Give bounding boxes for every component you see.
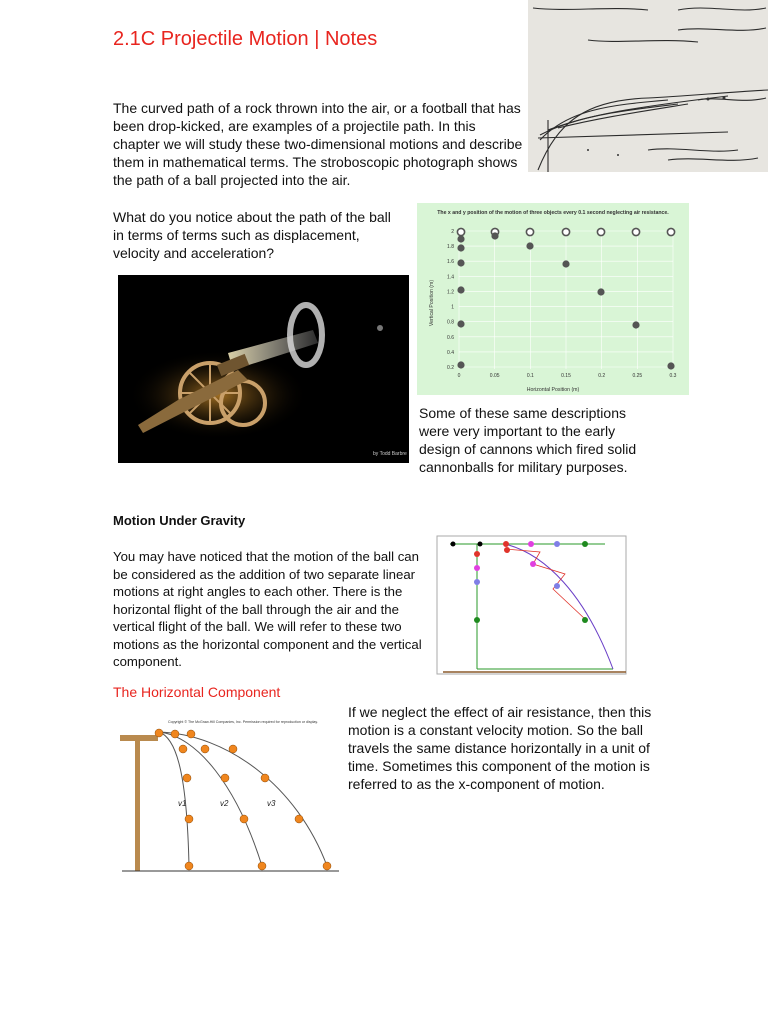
- position-graph: [417, 203, 689, 395]
- graph-point: [597, 288, 604, 295]
- graph-y-tick: 1: [451, 304, 454, 311]
- graph-y-tick: 1.6: [447, 259, 454, 266]
- graph-y-tick: 2: [451, 229, 454, 235]
- graph-x-tick: 0.2: [598, 373, 606, 379]
- cannon-note-paragraph: Some of these same descriptions were very important to the early design of cannons which fired solid cannonballs for military purposes.: [419, 405, 637, 475]
- graph-point: [526, 242, 533, 249]
- graph-x-tick: 0.1: [526, 373, 534, 379]
- graph-point: [457, 235, 464, 242]
- graph-point: [457, 361, 464, 368]
- graph-y-tick: 0.4: [447, 349, 454, 356]
- graph-point: [457, 320, 464, 327]
- question-paragraph: What do you notice about the path of the ball in terms of terms such as displacement, velocity and acceleration?: [113, 209, 391, 261]
- gravity-component-diagram: [435, 534, 628, 676]
- graph-xlabel: Horizontal Position (m): [526, 387, 580, 393]
- graph-x-tick: 0.15: [561, 373, 571, 379]
- graph-x-tick: 0: [457, 373, 461, 379]
- manuscript-trajectory-image: [528, 0, 768, 172]
- graph-point: [491, 232, 498, 239]
- gravity-paragraph: You may have noticed that the motion of the ball can be considered as the addition of two separate linear motions at right angles to each other. There is the horizontal flight of the ball through the air and the vertical flight of the ball. We will refer to these two motions as the horizontal component and the vertical component.: [113, 549, 422, 669]
- graph-y-tick: 0.8: [447, 319, 454, 326]
- graph-y-tick: 1.2: [447, 289, 454, 296]
- cannon-photo: [118, 275, 409, 463]
- graph-point: [632, 321, 639, 328]
- graph-point: [667, 362, 674, 369]
- graph-point: [632, 228, 639, 235]
- graph-point: [457, 244, 464, 251]
- graph-x-tick: 0.3: [669, 373, 677, 379]
- graph-y-tick: 1.8: [447, 244, 454, 251]
- graph-y-tick: 0.6: [447, 334, 454, 341]
- graph-point: [457, 286, 464, 293]
- v3-label: v3: [267, 799, 276, 808]
- graph-point: [526, 228, 533, 235]
- v1-label: v1: [178, 799, 187, 808]
- graph-point: [597, 228, 604, 235]
- graph-point: [457, 259, 464, 266]
- intro-paragraph: The curved path of a rock thrown into the air, or a football that has been drop-kicked, are examples of a projectile path. In this chapter we will study these two-dimensional motions and describe them in mathematical terms. The stroboscopic photograph shows the path of a ball projected into the air.: [113, 100, 523, 188]
- graph-ylabel: Vertical Position (m): [429, 279, 435, 327]
- graph-point: [457, 228, 464, 235]
- graph-x-tick: 0.05: [489, 373, 500, 379]
- graph-y-tick: 0.2: [447, 365, 454, 371]
- graph-point: [667, 228, 674, 235]
- graph-point: [562, 228, 569, 235]
- horizontal-component-diagram: [117, 716, 339, 874]
- graph-x-tick: 0.25: [632, 373, 643, 379]
- graph-point: [562, 260, 569, 267]
- gravity-heading: Motion Under Gravity: [113, 513, 246, 528]
- graph-title: The x and y position of the motion of three objects every 0.1 second neglecting air resistance.: [437, 210, 669, 216]
- horizontal-paragraph: If we neglect the effect of air resistance, then this motion is a constant velocity motion. So the ball travels the same distance horizontally in a unit of time. Sometimes this component of the motion is referred to as the x-component of motion.: [348, 704, 652, 792]
- figure-caption: Copyright © The McGraw-Hill Companies, Inc. Permission required for reproduction or display.: [168, 720, 318, 724]
- horizontal-heading: The Horizontal Component: [113, 684, 281, 700]
- graph-y-tick: 1.4: [447, 274, 454, 281]
- cannon-credit: by Todd Barbre: [373, 451, 407, 457]
- v2-label: v2: [220, 799, 229, 808]
- page-title: 2.1C Projectile Motion | Notes: [113, 28, 378, 50]
